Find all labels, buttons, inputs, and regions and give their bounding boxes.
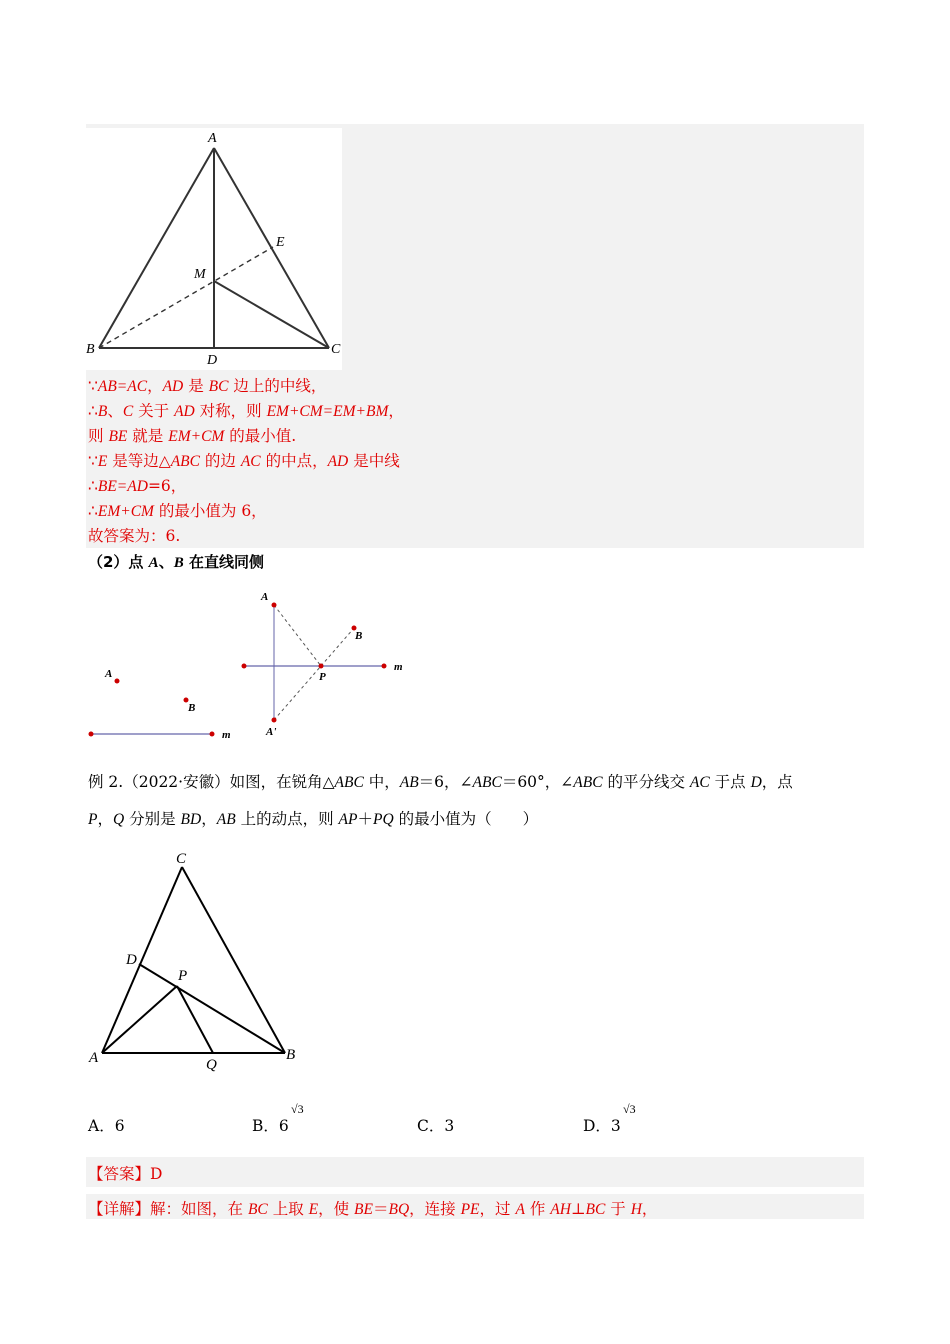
fig2r-label-A-prime: A' xyxy=(266,726,277,738)
fig1-label-A: A xyxy=(208,131,217,146)
option-a[interactable]: A．6 xyxy=(88,1117,125,1135)
solution-line-3: 则 BE 就是 EM+CM 的最小值. xyxy=(88,427,297,445)
example-question-line-2: P，Q 分别是 BD，AB 上的动点，则 AP＋PQ 的最小值为（ ） xyxy=(88,810,539,828)
solution-line-1: ∵AB=AC，AD 是 BC 边上的中线， xyxy=(88,377,327,395)
fig3-label-D: D xyxy=(126,952,137,968)
fig1-label-B: B xyxy=(86,342,95,357)
option-c[interactable]: C．3 xyxy=(417,1117,455,1135)
fig1-label-D: D xyxy=(207,353,218,368)
fig2l-label-m: m xyxy=(222,729,231,741)
figure-equilateral-triangle xyxy=(86,128,342,370)
fig2l-label-B: B xyxy=(188,702,196,714)
fig1-label-M: M xyxy=(194,267,206,282)
fig2r-label-B: B xyxy=(355,630,363,642)
fig3-label-Q: Q xyxy=(206,1057,217,1073)
fig2r-label-m: m xyxy=(394,661,403,673)
fig1-label-E: E xyxy=(276,235,285,250)
section-heading: （2）点 A、B 在直线同侧 xyxy=(88,553,264,571)
fig3-label-B: B xyxy=(286,1047,296,1063)
answer-line: 【答案】D xyxy=(88,1165,163,1183)
figure-reflection-construction xyxy=(236,586,416,742)
figure-acute-triangle xyxy=(86,846,316,1078)
fig1-label-C: C xyxy=(331,342,341,357)
solution-line-5: ∴BE=AD=6， xyxy=(88,477,187,495)
fig3-label-P: P xyxy=(178,968,188,984)
detail-line: 【详解】解：如图，在 BC 上取 E，使 BE＝BQ，连接 PE，过 A 作 AH⊥BC 于 H， xyxy=(88,1200,658,1218)
fig2r-label-A: A xyxy=(261,591,269,603)
example-question-line-1: 例 2.（2022·安徽）如图，在锐角△ABC 中，AB＝6，∠ABC＝60°，∠ABC 的平分线交 AC 于点 D，点 xyxy=(88,773,793,791)
option-d[interactable]: D．3 xyxy=(583,1117,621,1135)
solution-line-2: ∴B、C 关于 AD 对称，则 EM+CM=EM+BM， xyxy=(88,402,404,420)
option-d-radical: √3 xyxy=(623,1102,636,1116)
fig3-label-A: A xyxy=(89,1050,99,1066)
solution-line-7: 故答案为：6. xyxy=(88,527,181,545)
figure-same-side-points xyxy=(86,660,246,746)
fig2r-label-P: P xyxy=(319,671,326,683)
option-b[interactable]: B．6 xyxy=(252,1117,289,1135)
solution-line-6: ∴EM+CM 的最小值为 6， xyxy=(88,502,267,520)
answer-background xyxy=(86,1157,864,1187)
fig3-label-C: C xyxy=(176,851,187,867)
solution-line-4: ∵E 是等边△ABC 的边 AC 的中点，AD 是中线 xyxy=(88,452,400,470)
option-b-radical: √3 xyxy=(291,1102,304,1116)
fig2l-label-A: A xyxy=(105,668,113,680)
